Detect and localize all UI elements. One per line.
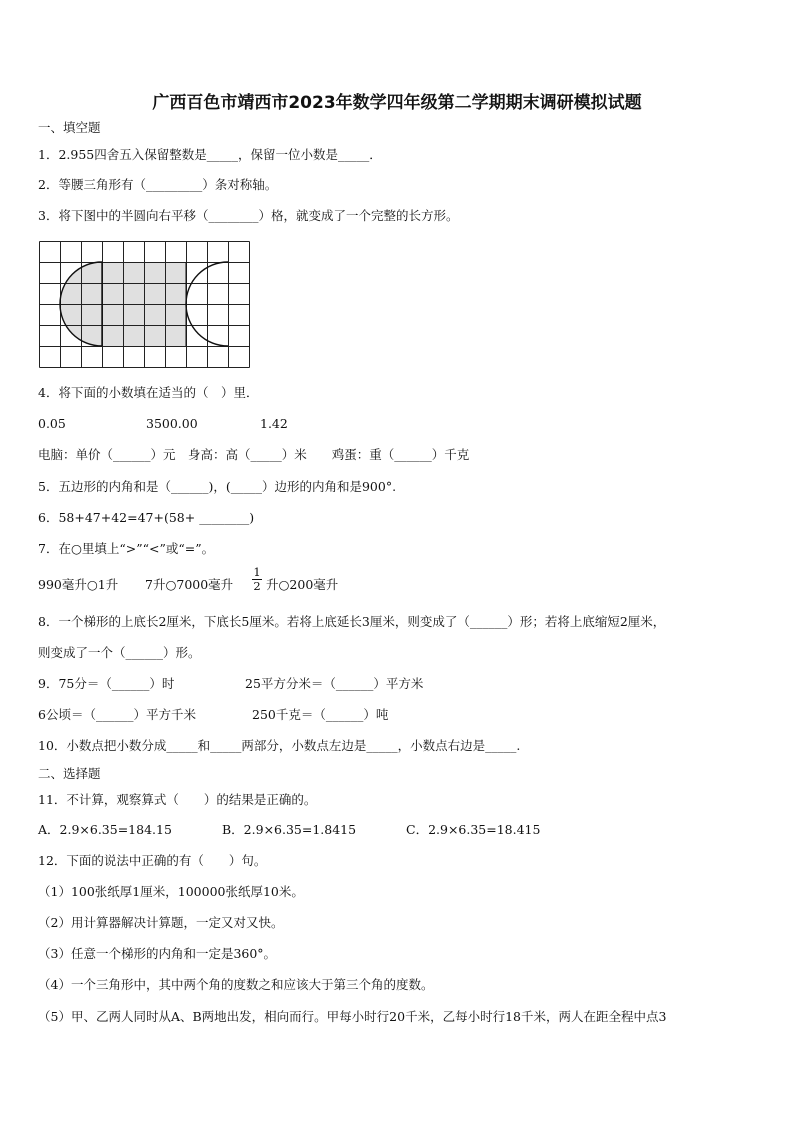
fraction-denominator: 2 — [253, 579, 261, 593]
question-11: 11．不计算，观察算式（ ）的结果是正确的。 — [38, 792, 317, 807]
question-3: 3．将下图中的半圆向右平移（________）格，就变成了一个完整的长方形。 — [38, 208, 459, 223]
q7-compare-2: 7升○7000毫升 — [145, 577, 234, 592]
fraction-numerator: 1 — [253, 565, 261, 579]
q11-option-b: B．2.9×6.35=1.8415 — [222, 822, 357, 837]
q7-compare-1: 990毫升○1升 — [38, 577, 119, 592]
q11-option-a: A．2.9×6.35=184.15 — [38, 822, 172, 837]
question-4: 4．将下面的小数填在适当的（ ）里． — [38, 385, 259, 400]
question-10: 10．小数点把小数分成_____和_____两部分，小数点左边是_____，小数点右边是_____. — [38, 738, 521, 753]
question-9-d: 250千克＝（______）吨 — [252, 707, 389, 722]
q12-statement-5: （5）甲、乙两人同时从A、B两地出发，相向而行。甲每小时行20千米，乙每小时行18千米，两人在距全程中点3 — [38, 1009, 667, 1024]
question-9-c: 6公顷＝（______）平方千米 — [38, 707, 196, 722]
q12-statement-4: （4）一个三角形中，其中两个角的度数之和应该大于第三个角的度数。 — [38, 977, 434, 992]
q12-statement-1: （1）100张纸厚1厘米，100000张纸厚10米。 — [38, 884, 304, 899]
question-8-line-1: 8．一个梯形的上底长2厘米，下底长5厘米。若将上底延长3厘米，则变成了（______）形；若将上底缩短2厘米， — [38, 614, 666, 629]
question-12: 12．下面的说法中正确的有（ ）句。 — [38, 853, 267, 868]
section-fill-in: 一、填空题 — [38, 120, 101, 135]
question-1: 1．2.955四舍五入保留整数是_____，保留一位小数是_____． — [38, 147, 382, 162]
q12-statement-3: （3）任意一个梯形的内角和一定是360°。 — [38, 946, 277, 961]
section-choice: 二、选择题 — [38, 766, 101, 781]
question-8-line-2: 则变成了一个（______）形。 — [38, 645, 201, 660]
question-7: 7．在○里填上“>”“<”或“=”。 — [38, 541, 215, 556]
grid-lines — [40, 242, 250, 368]
q4-value-3: 1.42 — [260, 416, 288, 431]
question-5: 5．五边形的内角和是（______)，(_____）边形的内角和是900°. — [38, 479, 397, 494]
question-6: 6．58+47+42=47+(58+ ________) — [38, 510, 255, 525]
q7-compare-3: 升○200毫升 — [266, 577, 339, 592]
grid-figure — [39, 241, 252, 369]
q11-option-c: C．2.9×6.35=18.415 — [406, 822, 541, 837]
q7-fraction — [252, 566, 262, 593]
q4-value-2: 3500.00 — [146, 416, 198, 431]
question-2: 2．等腰三角形有（_________）条对称轴。 — [38, 177, 278, 192]
question-9-a: 9．75分＝（______）时 — [38, 676, 175, 691]
question-9-b: 25平方分米＝（______）平方米 — [245, 676, 424, 691]
q4-value-1: 0.05 — [38, 416, 66, 431]
page-title: 广西百色市靖西市2023年数学四年级第二学期期末调研模拟试题 — [152, 93, 642, 113]
q12-statement-2: （2）用计算器解决计算题，一定又对又快。 — [38, 915, 284, 930]
q4-blanks: 电脑：单价（______）元 身高：高（_____）米 鸡蛋：重（______）千克 — [38, 447, 470, 462]
